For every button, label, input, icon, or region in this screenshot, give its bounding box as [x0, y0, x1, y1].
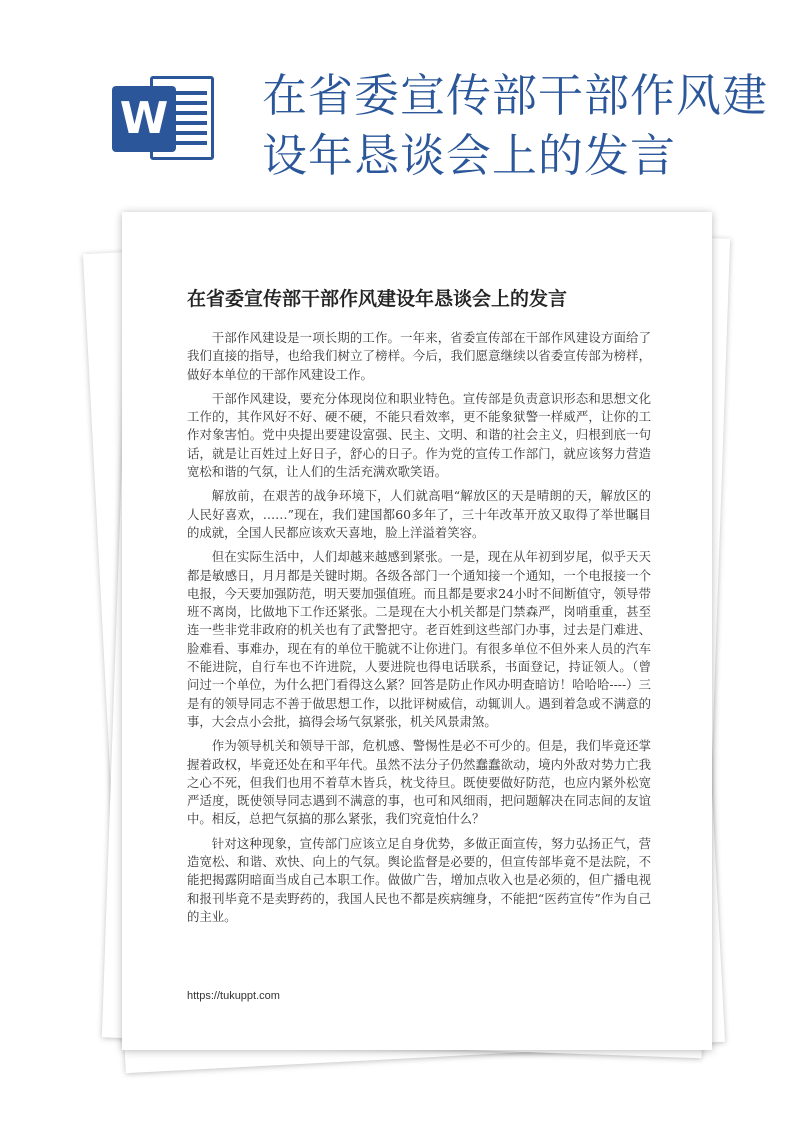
source-link[interactable]: https://tukuppt.com	[187, 990, 280, 1002]
paragraph: 但在实际生活中，人们却越来越感到紧张。一是，现在从年初到岁尾，似乎天天都是敏感日，月月都是关键时期。各级各部门一个通知接一个通知，一个电报接一个电报，今天要加强防范，明天要加强值班。而且都是要求24小时不间断值守，领导带班不离岗，比做地下工作还紧张。二是现在大小机关都是门禁森严，岗哨重重，甚至连一些非党非政府的机关也有了武警把守。老百姓到这些部门办事，过去是门难进、脸难看、事难办，现在有的单位干脆就不让你进门。有很多单位不但外来人员的汽车不能进院，自行车也不许进院，人要进院也得电话联系，书面登记，持证领人。（曾问过一个单位，为什么把门看得这么紧？回答是防止作风办明查暗访！哈哈哈----）三是有的领导同志不善于做思想工作，以批评树威信，动辄训人。遇到着急或不满意的事，大会点小会批，搞得会场气氛紧张，机关风景肃煞。	[187, 549, 651, 729]
header	[0, 0, 800, 200]
word-document-icon	[112, 70, 218, 166]
document-page	[122, 212, 712, 1050]
document-title: 在省委宣传部干部作风建设年恳谈会上的发言	[187, 288, 568, 310]
paragraph: 干部作风建设是一项长期的工作。一年来，省委宣传部在干部作风建设方面给了我们直接的指导，也给我们树立了榜样。今后，我们愿意继续以省委宣传部为榜样，做好本单位的干部作风建设工作。	[187, 330, 651, 382]
page-title: 在省委宣传部干部作风建设年恳谈会上的发言	[262, 69, 769, 182]
document-body	[187, 329, 651, 932]
paragraph: 作为领导机关和领导干部，危机感、警惕性是必不可少的。但是，我们毕竟还掌握着政权，毕竟还处在和平年代。虽然不法分子仍然蠢蠢欲动，境内外敌对势力亡我之心不死，但我们也用不着草木皆兵，枕戈待旦。既使要做好防范，也应内紧外松宽严适度，既使领导同志遇到不满意的事，也可和风细雨，把问题解决在同志间的友谊中。相反，总把气氛搞的那么紧张，我们究竟怕什么？	[187, 738, 651, 827]
paragraph: 干部作风建设，要充分体现岗位和职业特色。宣传部是负责意识形态和思想文化工作的，其作风好不好、硬不硬，不能只看效率，更不能象狱警一样威严，让你的工作对象害怕。党中央提出要建设富强、民主、文明、和谐的社会主义，归根到底一句话，就是让百姓过上好日子，舒心的日子。作为党的宣传工作部门，就应该努力营造宽松和谐的气氛，让人们的生活充满欢歌笑语。	[187, 390, 651, 480]
paragraph: 针对这种现象，宣传部门应该立足自身优势，多做正面宣传，努力弘扬正气，营造宽松、和谐、欢快、向上的气氛。舆论监督是必要的，但宣传部毕竟不是法院，不能把揭露阴暗面当成自己本职工作。做做广告，增加点收入也是必须的，但广播电视和报刊毕竟不是卖野药的，我国人民也不都是疾病缠身，不能把“医药宣传”作为自己的主业。	[187, 835, 651, 924]
paragraph: 解放前，在艰苦的战争环境下，人们就高唱“解放区的天是晴朗的天，解放区的人民好喜欢，……”现在，我们建国都60多年了，三十年改革开放又取得了举世瞩目的成就，全国人民都应该欢天喜地，脸上洋溢着笑容。	[187, 488, 651, 540]
word-letter-badge: W	[112, 86, 176, 152]
